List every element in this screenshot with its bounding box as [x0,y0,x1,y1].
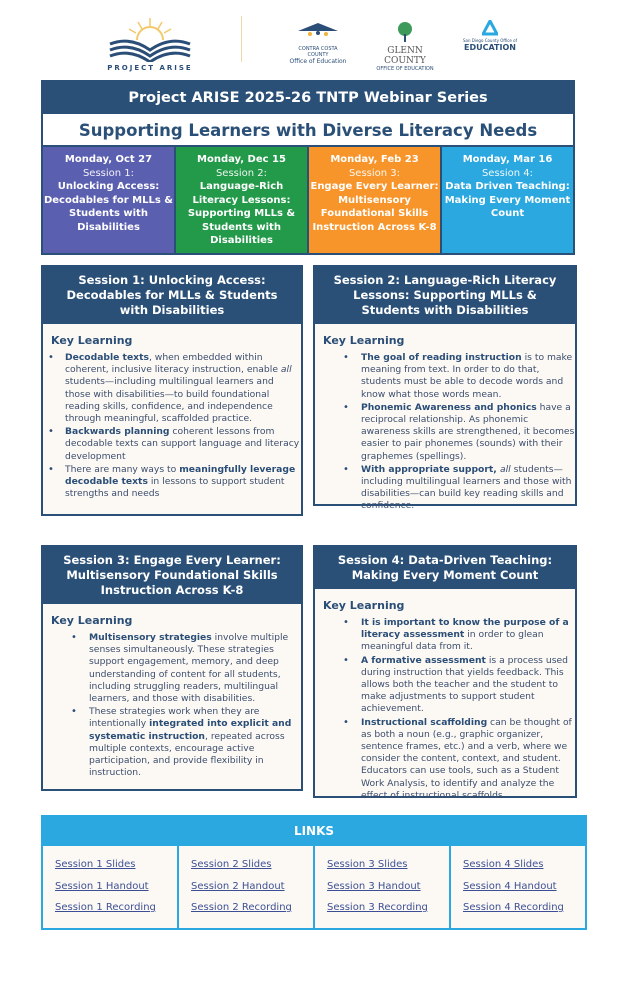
links-column [315,846,451,928]
san-diego-coe-logo: San Diego County Office of EDUCATION [460,20,520,52]
series-title: Project ARISE 2025-26 TNTP Webinar Series [43,82,573,114]
list-item [315,402,575,463]
session-date: Monday, Feb 23 [330,154,419,165]
session-name: Data Driven Teaching: Making Every Moment Count [444,181,571,219]
session-name: Engage Every Learner: Multisensory Foundational Skills Instruction Across K-8 [310,181,439,233]
session-session: Session 3: [348,167,401,179]
list-item [315,464,575,513]
session-name: Unlocking Access: Decodables for MLLs & Students with Disabilities [43,181,174,233]
link-session-1-slides[interactable]: Session 1 Slides [55,859,136,870]
session-date-cell [309,147,442,253]
list-item [315,717,575,802]
card-title: Session 1: Unlocking Access: Decodables for MLLs & Students with Disabilities [43,267,301,324]
text-segment: coherent lessons from decodable texts can support language and literacy development [65,426,300,462]
divider [241,16,242,62]
session-session: Session 1: [82,167,135,179]
link-session-2-recording[interactable]: Session 2 Recording [191,902,292,913]
text-segment: involve multiple senses simultaneously. These strategies support engagement, memory, and deep understanding of content for all students, including struggling readers, multilingual learners, and those with disabilities. [89,632,289,705]
text-segment: With appropriate support, [361,463,500,475]
text-segment: Multisensory strategies [89,632,212,643]
text-segment: is a process used during instruction that yields feedback. This allows both the teacher and the student to make adjustments to support student achievement. [361,654,568,715]
session-date-cell [442,147,573,253]
glenn-county-logo: GLENN COUNTY OFFICE OF EDUCATION [370,22,440,72]
list-item [43,426,301,463]
text-segment: Instructional scaffolding [361,716,488,728]
series-header [41,80,575,255]
text-segment: students—including multilingual learners and those with disabilities—to build foundational reading skills, confidence, and independence through meaningful, scaffolded practice. [65,376,274,425]
links-column [179,846,315,928]
text-segment: Backwards planning [65,426,170,438]
list-item [315,352,575,401]
open-book-sun-icon [105,14,195,62]
link-session-2-slides[interactable]: Session 2 Slides [191,859,272,870]
key-learning-heading: Key Learning [51,334,133,347]
text-segment: , repeated across multiple contexts, encourage active participation, and provide flexibility in instruction. [89,730,285,779]
key-learning-list [43,352,301,500]
session-session: Session 2: [215,167,268,179]
schoolhouse-icon [296,22,340,44]
text-segment: all [280,364,292,376]
links-title: LINKS [43,817,585,846]
link-session-3-handout[interactable]: Session 3 Handout [327,880,421,892]
text-segment: integrated into explicit and systematic instruction [89,718,292,742]
session-date: Monday, Oct 27 [64,154,153,165]
text-segment: can be thought of as both a noun (e.g., graphic organizer, sentence frames, etc.) and a verb, where we consider the content, context, and student. Educators can use tools, such as a Student Work Analysis, to identify and analyze the effect of instructional scaffolds. [361,716,572,801]
key-learning-heading: Key Learning [323,334,405,347]
triangle-icon [482,20,498,36]
session-card-1 [41,265,303,516]
link-session-4-slides[interactable]: Session 4 Slides [463,859,544,870]
key-learning-list [315,617,575,802]
list-item [43,706,301,779]
text-segment: There are many ways to [65,463,180,475]
link-session-1-handout[interactable]: Session 1 Handout [55,880,149,892]
session-card-4 [313,545,577,801]
text-segment: A formative assessment [361,654,486,666]
contra-costa-logo: CONTRA COSTA COUNTY Office of Education [288,22,348,65]
session-date: Monday, Dec 15 [197,154,286,165]
card-title: Session 4: Data-Driven Teaching: Making Every Moment Count [315,547,575,589]
list-item [43,352,301,425]
session-dates [43,147,573,253]
list-item [315,617,575,654]
links-column [43,846,179,928]
text-segment: have a reciprocal relationship. As phonemic awareness skills are strengthened, it becomes easier to pair phonemes (sounds) with their graphemes (spellings). [361,401,575,462]
list-item [43,464,301,501]
session-name: Language-Rich Literacy Lessons: Supporting MLLs & Students with Disabilities [187,181,296,246]
project-arise-logo: PROJECT ARISE [105,14,195,72]
text-segment: These strategies work when they are intentionally [89,706,260,730]
text-segment: students—including multilingual learners and those with disabilities—can build key reading skills and confidence. [361,463,572,512]
session-session: Session 4: [481,167,534,179]
key-learning-heading: Key Learning [51,614,133,627]
list-item [315,655,575,716]
session-date: Monday, Mar 16 [462,154,553,165]
tree-icon [395,22,415,44]
link-session-2-handout[interactable]: Session 2 Handout [191,880,285,892]
session-card-3 [41,545,303,791]
series-subtitle: Supporting Learners with Diverse Literacy Needs [43,114,573,147]
link-session-4-handout[interactable]: Session 4 Handout [463,880,557,892]
logo-bar [0,12,617,72]
session-card-2 [313,265,577,512]
links-column [451,846,585,928]
text-segment: Decodable texts [65,352,149,363]
link-session-1-recording[interactable]: Session 1 Recording [55,902,156,913]
text-segment: , when embedded within coherent, inclusive literacy instruction, enable [65,352,281,376]
text-segment: is to make meaning from text. In order to do that, students must be able to decode words and know what those words mean. [361,352,573,400]
link-session-4-recording[interactable]: Session 4 Recording [463,902,564,913]
card-title: Session 2: Language-Rich Literacy Lessons: Supporting MLLs & Students with Disabilities [315,267,575,324]
card-title: Session 3: Engage Every Learner: Multisensory Foundational Skills Instruction Across K-8 [43,547,301,604]
key-learning-heading: Key Learning [323,599,405,612]
text-segment: Phonemic Awareness and phonics [361,401,537,413]
link-session-3-slides[interactable]: Session 3 Slides [327,859,408,870]
text-segment: in order to glean meaningful data from it. [361,629,544,653]
text-segment: meaningfully leverage decodable texts [65,463,296,488]
links-panel [41,815,587,930]
text-segment: in lessons to support student strengths and needs [65,476,285,500]
text-segment: The goal of reading instruction [361,352,522,363]
text-segment: It is important to know the purpose of a literacy assessment [361,617,569,641]
session-date-cell [43,147,176,253]
key-learning-list [43,632,301,779]
text-segment: all [499,463,511,475]
list-item [43,632,301,705]
session-date-cell [176,147,309,253]
key-learning-list [315,352,575,513]
link-session-3-recording[interactable]: Session 3 Recording [327,902,428,913]
